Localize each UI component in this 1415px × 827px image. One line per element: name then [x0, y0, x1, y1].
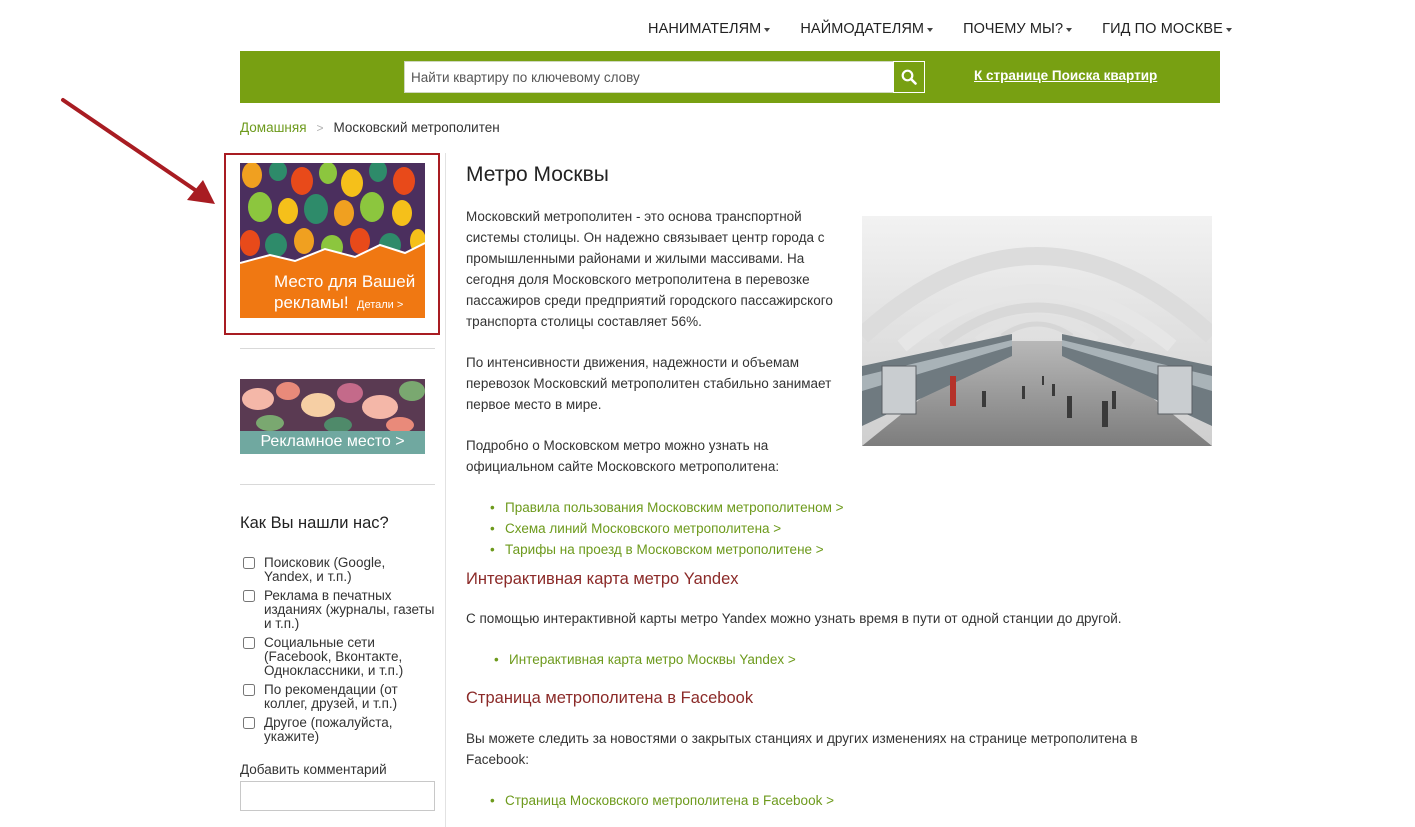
heading-facebook: Страница метрополитена в Facebook — [466, 689, 754, 707]
link-metro-map[interactable]: • Схема линий Московского метрополитена > — [490, 518, 844, 539]
yandex-links-list — [494, 649, 796, 670]
sidebar-divider — [240, 484, 435, 485]
text-line: транспорта столицы составляет 56%. — [466, 314, 702, 329]
breadcrumb — [240, 120, 500, 135]
survey-checkbox[interactable] — [243, 590, 255, 602]
text-line: Вы можете следить за новостями о закрытых станциях и других изменениях на странице метрополитена в — [466, 731, 1138, 746]
text-line: пассажиров среди предприятий городского пассажирского — [466, 293, 833, 308]
survey-checkbox[interactable] — [243, 684, 255, 696]
survey-option[interactable] — [242, 556, 437, 584]
survey-option[interactable] — [242, 683, 437, 711]
nav-item-label: ГИД ПО МОСКВЕ — [1102, 21, 1223, 37]
text-line: По интенсивности движения, надежности и объемам — [466, 355, 800, 370]
ad-headline-line1: Место для Вашей — [274, 272, 416, 291]
survey-option-label: По рекомендации (от коллег, друзей, и т.п.) — [264, 682, 398, 711]
nav-item-label: ПОЧЕМУ МЫ? — [963, 21, 1064, 37]
text-line: сегодня доля Московского метрополитена в перевозке — [466, 272, 810, 287]
survey-option[interactable] — [242, 716, 437, 744]
search-input[interactable] — [404, 61, 894, 93]
text-line: Московский метрополитен - это основа транспортной — [466, 209, 802, 224]
nav-item-label: НАЙМОДАТЕЛЯМ — [800, 21, 925, 37]
link-metro-fares[interactable]: • Тарифы на проезд в Московском метрополитене > — [490, 539, 844, 560]
chevron-down-icon — [927, 28, 933, 32]
search-page-link[interactable]: К странице Поиска квартир — [974, 68, 1158, 83]
breadcrumb-separator: > — [316, 120, 324, 135]
paragraph-facebook — [466, 728, 1138, 770]
chevron-down-icon — [764, 28, 770, 32]
survey-title: Как Вы нашли нас? — [240, 514, 389, 532]
paragraph-yandex: С помощью интерактивной карты метро Yandex можно узнать время в пути от одной станции до другой. — [466, 611, 1122, 626]
survey-checkbox[interactable] — [243, 637, 255, 649]
text-line: перевозок Московский метрополитен стабильно занимает — [466, 376, 832, 391]
comment-label: Добавить комментарий — [240, 762, 387, 777]
annotation-arrow-icon — [55, 92, 225, 212]
ad-banner-ad-space[interactable] — [240, 379, 425, 454]
nav-item-tenants[interactable] — [648, 21, 770, 37]
search-button[interactable] — [893, 61, 925, 93]
text-line: первое место в мире. — [466, 397, 602, 412]
text-line: Facebook: — [466, 752, 530, 767]
nav-item-why-us[interactable] — [963, 21, 1072, 37]
chevron-down-icon — [1066, 28, 1072, 32]
page-title: Метро Москвы — [466, 163, 609, 186]
sidebar-divider — [240, 348, 435, 349]
heading-yandex-map: Интерактивная карта метро Yandex — [466, 570, 739, 588]
link-facebook-page[interactable]: • Страница Московского метрополитена в Facebook > — [490, 790, 834, 811]
survey-option-label: Поисковик (Google, Yandex, и т.п.) — [264, 555, 386, 584]
survey-option[interactable] — [242, 589, 437, 631]
text-line: системы столицы. Он надежно связывает центр города с — [466, 230, 825, 245]
top-nav — [648, 21, 1232, 37]
ad-headline-line2: рекламы! — [274, 293, 349, 312]
facebook-links-list — [490, 790, 834, 811]
survey-checkbox[interactable] — [243, 717, 255, 729]
metro-station-photo — [862, 216, 1212, 446]
survey-option-label: Реклама в печатных изданиях (журналы, газеты и т.п.) — [264, 588, 435, 631]
paragraph-intensity — [466, 352, 831, 415]
metro-links-list — [490, 497, 844, 560]
survey-option[interactable] — [242, 636, 437, 678]
breadcrumb-home-link[interactable]: Домашняя — [240, 120, 307, 135]
search-bar — [240, 51, 1220, 103]
paragraph-official-site — [466, 435, 779, 477]
ad-details-link[interactable]: Детали > — [357, 299, 404, 311]
text-line: официальном сайте Московского метрополитена: — [466, 459, 780, 474]
text-line: промышленными районами и жилыми массивами. На — [466, 251, 805, 266]
survey-option-label: Социальные сети (Facebook, Вконтакте, Одноклассники, и т.п.) — [264, 635, 404, 678]
link-yandex-metro-map[interactable]: • Интерактивная карта метро Москвы Yandex > — [494, 649, 796, 670]
intro-paragraph — [466, 206, 833, 332]
nav-item-landlords[interactable] — [800, 21, 933, 37]
breadcrumb-current: Московский метрополитен — [333, 120, 500, 135]
link-metro-rules[interactable]: • Правила пользования Московским метрополитеном > — [490, 497, 844, 518]
ad-banner-your-ad[interactable] — [240, 163, 425, 318]
nav-item-label: НАНИМАТЕЛЯМ — [648, 21, 762, 37]
chevron-down-icon — [1226, 28, 1232, 32]
survey-checkbox[interactable] — [243, 557, 255, 569]
nav-item-moscow-guide[interactable] — [1102, 21, 1232, 37]
survey-option-label: Другое (пожалуйста, укажите) — [264, 715, 393, 744]
column-divider — [445, 153, 446, 827]
search-icon — [901, 69, 917, 85]
text-line: Подробно о Московском метро можно узнать на — [466, 438, 769, 453]
survey-options — [242, 556, 437, 749]
comment-field[interactable] — [240, 781, 435, 811]
ad-space-label: Рекламное место > — [260, 433, 405, 450]
